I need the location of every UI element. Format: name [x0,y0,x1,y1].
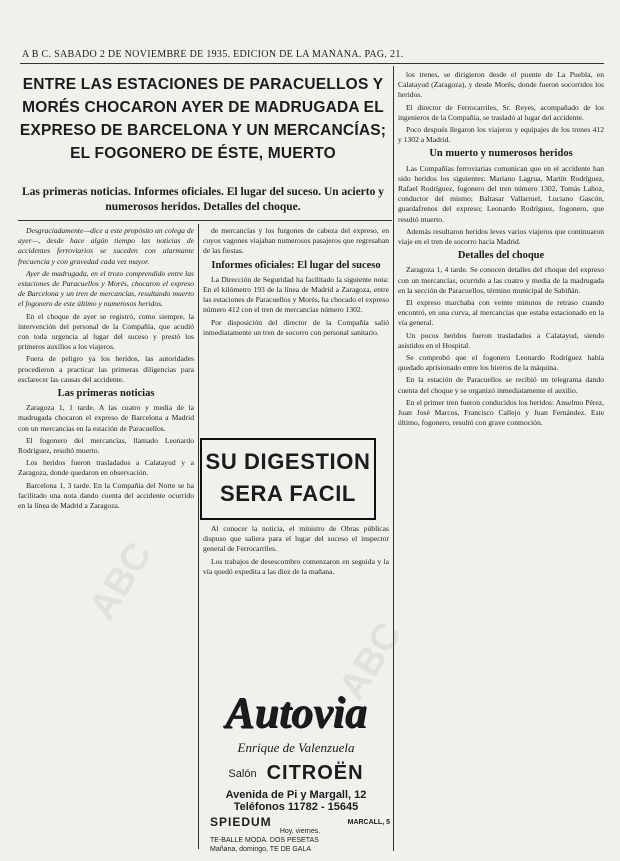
spiedum-advertisement [210,815,390,854]
main-headline: ENTRE LAS ESTACIONES DE PARACUELLOS Y MORÉS CHOCARON AYER DE MADRUGADA EL EXPRESO DE BARCELONA Y UN MERCANCÍAS; EL FOGONERO DE ÉSTE, MUERTO [19,76,387,162]
col3-para: Las Compañías ferroviarias comunican que en el accidente han sido heridos los siguientes: Mariano Lagrua, Martín Rodríguez, Rafael Rodríguez, fogonero del tren número 1302, Tomás Lahoz, conductor del mismo; Baltasar Vallarruel, Luciano Gascón, guardafrenos del expreso; Leonardo Rodríguez, fogonero, que resultó muerto. [398,163,604,224]
col1-para: Los heridos fueron trasladados a Calatayud y a Zaragoza, donde quedaron en observación. [18,458,194,478]
dealer-phones: Teléfonos 11782 - 15645 [233,801,359,813]
col3-para: Se comprobó que el fogonero Leonardo Rodríguez había quedado aprisionado entre los hierros de la máquina. [398,353,604,373]
spiedum-line: TE-BALLE MODA. DOS PESETAS [210,837,319,844]
salon-label: Salón [228,767,257,780]
col3-para: Poco después llegaron los viajeros y equipajes de los trenes 412 y 1302 a Madrid. [398,125,604,145]
spiedum-line: Mañana, domingo, TE DE GALA [210,846,312,853]
col3-para: El director de Ferrocarriles, Sr. Reyes, acompañado de los ingenieros de la Compañía, se trasladó al lugar del accidente. [398,102,604,122]
col1-para: En el choque de ayer se registró, como siempre, la intervención del personal de la Compañía, que acudió con toda urgencia al lugar del suceso y prestó los primeros auxilios a los viajeros. [18,311,194,352]
col3-para: El expreso marchaba con veinte minutos de retraso cuando encontró, en una curva, al mercancías que estaba estacionado en la vía general. [398,298,604,328]
spiedum-line: Hoy, viernes. [279,828,321,835]
autovia-owner: Enrique de Valenzuela [237,740,355,755]
column-2 [203,226,389,431]
digestion-advertisement [200,438,376,520]
headline-rule [18,220,392,221]
col1-para: Ayer de madrugada, en el trozo comprendido entre las estaciones de Paracuellos y Morés, chocaron el expreso de Barcelona y un tren de mercancías, resultando muerto el fogonero de este último y numerosos heridos. [18,268,194,309]
col3-para: Un pocos heridos fueron trasladados a Calatayud, siendo asistidos en el Hospital. [398,330,604,350]
section-heading-primeras-noticias: Las primeras noticias [57,388,155,400]
column-1 [18,226,194,851]
digest-ad-line-2: SERA FACIL [220,481,356,506]
col2-para: Los trabajos de desescombro comenzaron en seguida y la vía quedó expedita a las diez de la mañana. [203,556,389,576]
col1-para: El fogonero del mercancías, llamado Leonardo Rodríguez, resultó muerto. [18,435,194,456]
col2-para: Al conocer la noticia, el ministro de Obras públicas dispuso que saliera para el lugar del suceso el inspector general de Ferrocarriles. [203,524,389,554]
section-heading-un-muerto: Un muerto y numerosos heridos [429,148,573,160]
col3-para: En el primer tren fueron conducidos los heridos: Anselmo Pérez, Juan José Marcos, Francisco Callejo y Juan Fernández. Este último, fogonero, resultó con grave conmoción. [398,397,604,428]
spiedum-address: MARCALL, 5 [347,819,390,826]
section-heading-informes-oficiales: Informes oficiales: El lugar del suceso [211,259,381,271]
citroen-logo: CITROËN [266,762,364,784]
sub-headline: Las primeras noticias. Informes oficiales. El lugar del suceso. Un acierto y numerosos heridos. Detalles del choque. [21,186,384,213]
col3-para: En la estación de Paracuellos se recibió un telegrama dando cuenta del choque y se organizó inmediatamente el auxilio. [398,375,604,395]
col2-para: La Dirección de Seguridad ha facilitado la siguiente nota: En el kilómetro 193 de la línea de Madrid a Zaragoza, entre las estaciones de Paracuellos y Morés, ha chocado el expreso número 412 con el tren de mercancías número 1302. [203,274,389,315]
column-3 [398,70,604,850]
column-divider-1 [198,224,199,849]
col3-para: los trenes, se dirigieron desde el puente de La Puebla, en Calatayud (Zaragoza), y desde Morés, donde fueron socorridos los heridos. [398,70,604,100]
col2-para: de mercancías y los furgones de cabeza del expreso, en cuyos vagones viajaban numerosos pasajeros que regresaban de las fiestas. [203,226,389,256]
column-divider-2 [393,66,394,851]
col1-para: Desgraciadamente—dice a este propósito un colega de ayer—, desde hace algún tiempo las noticias de accidentes ferroviarios se suceden con alarmante frecuencia y con gravedad cada vez mayor. [18,226,194,266]
autovia-brand-logo: Autovia [225,688,367,737]
salon-row [208,762,384,785]
col3-para: Zaragoza 1, 4 tarde. Se conocen detalles del choque del expreso con un mercancías, ocurrido a las cuatro y media de la madrugada en la sección de Paracuellos, término municipal de Sabiñán. [398,265,604,295]
col1-para: Barcelona 1, 3 tarde. En la Compañía del Norte se ha facilitado una nota dando cuenta del accidente ocurrido en la línea de Madrid a Zaragoza. [18,480,194,511]
masthead-rule [20,63,604,64]
dealer-address: Avenida de Pi y Margall, 12 [225,789,367,801]
col1-para: Fuera de peligro ya los heridos, las autoridades procedieron a practicar las primeras diligencias para esclarecer las causas del accidente. [18,354,194,384]
spiedum-name: SPIEDUM [210,815,272,829]
section-heading-detalles: Detalles del choque [457,250,545,262]
archive-watermark: ABC [331,615,411,708]
digest-ad-line-1: SU DIGESTION [205,449,371,474]
page-masthead: A B C. SABADO 2 DE NOVIEMBRE DE 1935. EDICION DE LA MAÑANA. PAG. 21. [22,49,404,60]
col3-para: Además resultaron heridos leves varios viajeros que continuaron viaje en el tren de socorro hacia Madrid. [398,226,604,247]
col1-para: Zaragoza 1, 1 tarde. A las cuatro y media de la madrugada chocaron el expreso de Barcelona a Madrid con un mercancías en la estación de Paracuellos. [18,403,194,433]
col2-para: Por disposición del director de la Compañía salió inmediatamente un tren de socorro con personal sanitario. [203,317,389,337]
archive-watermark: ABC [81,535,161,628]
